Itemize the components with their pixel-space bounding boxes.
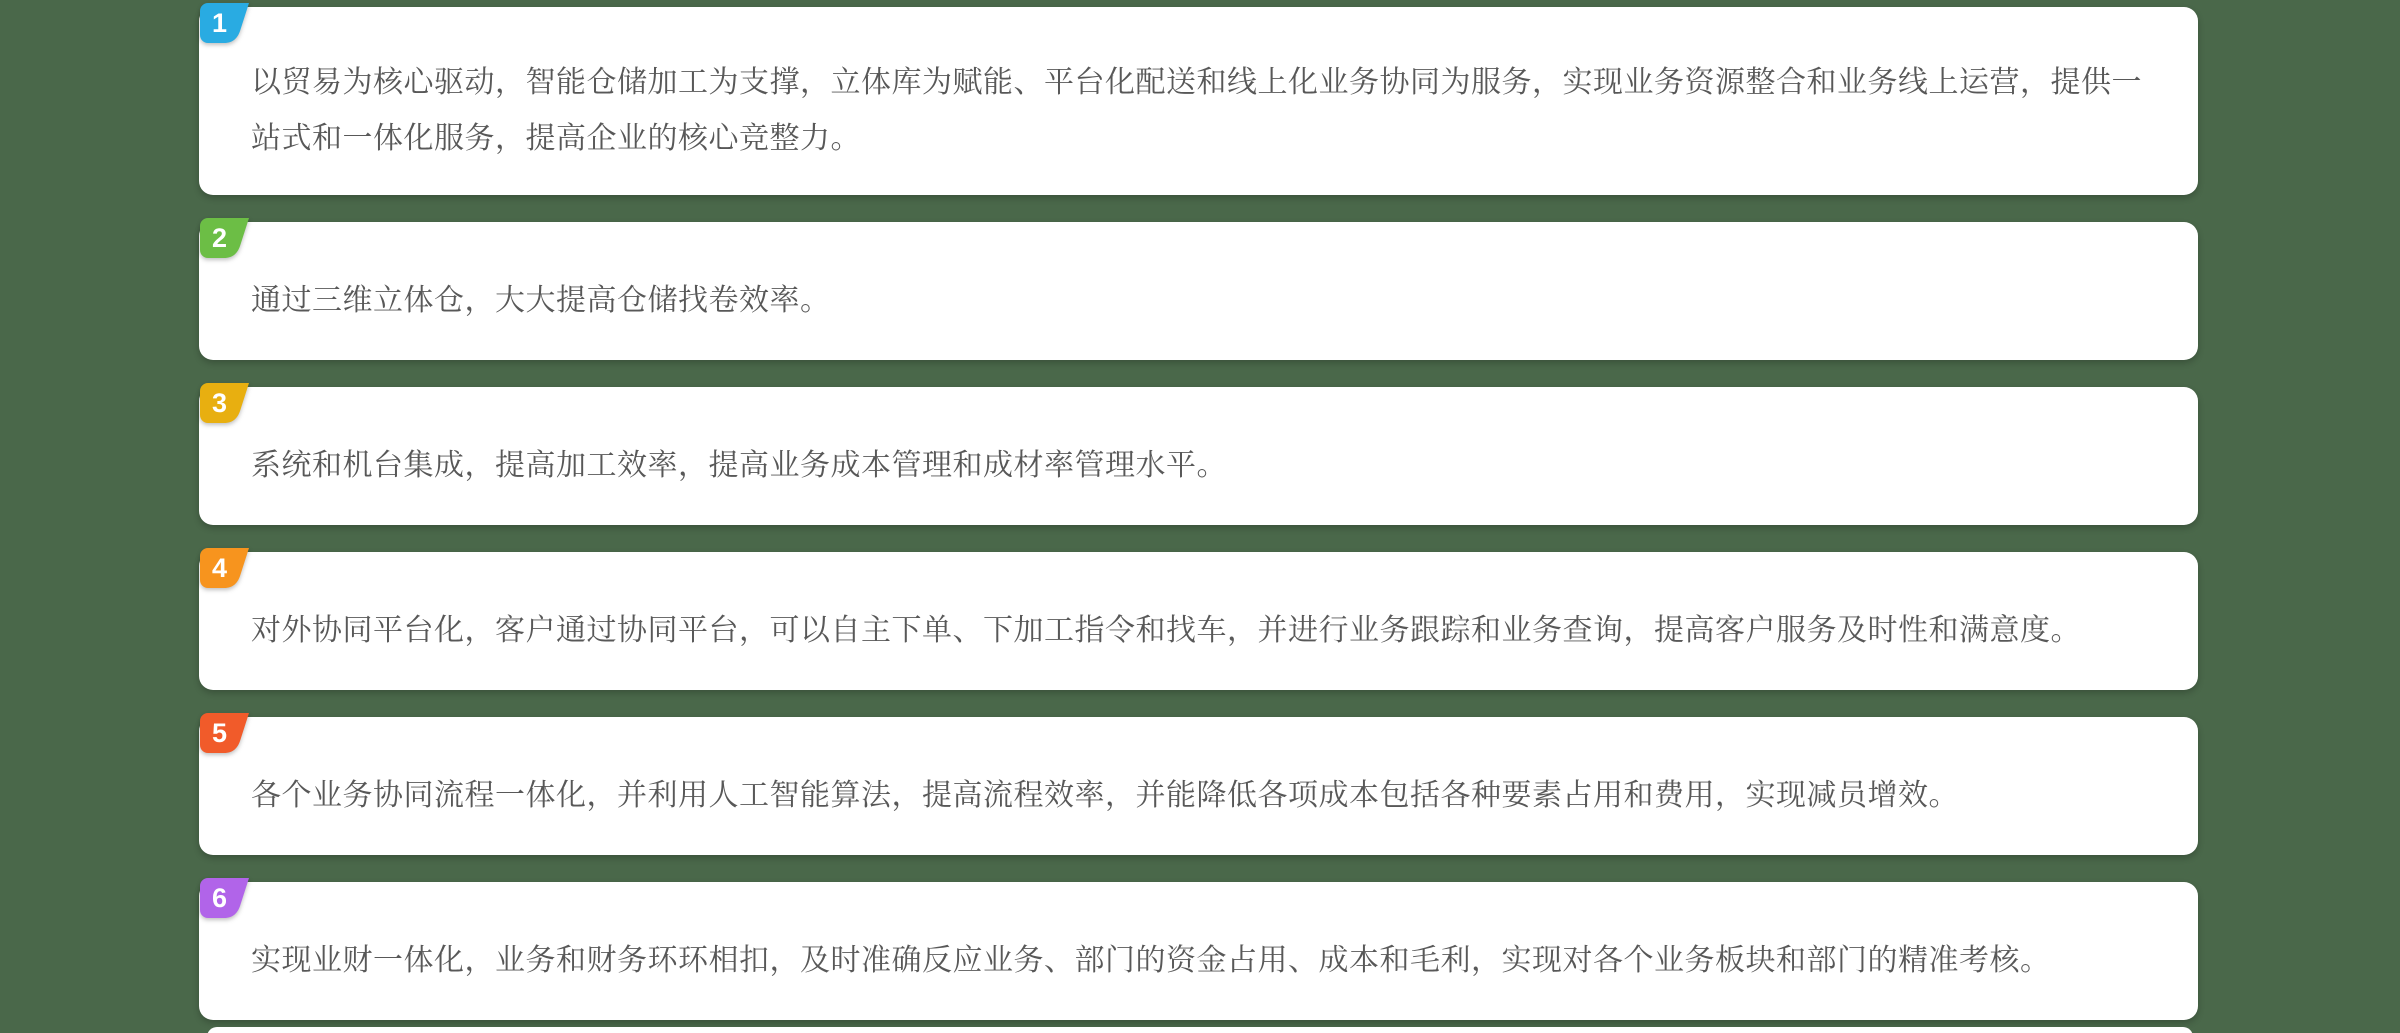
number-badge [200,3,249,43]
card-text: 系统和机台集成，提高加工效率，提高业务成本管理和成材率管理水平。 [251,449,1227,482]
number-badge [200,383,249,423]
benefit-card [199,717,2198,855]
badge-number: 5 [211,718,228,748]
benefit-card [199,7,2198,195]
card-text: 以贸易为核心驱动，智能仓储加工为支撑，立体库为赋能、平台化配送和线上化业务协同为服务，实现业务资源整合和业务线上运营，提供一站式和一体化服务，提高企业的核心竞整力。 [251,66,2142,155]
badge-number: 4 [211,553,228,583]
badge-number: 2 [211,223,228,253]
number-badge [200,713,249,753]
number-badge [200,548,249,588]
badge-number: 6 [211,883,228,913]
number-badge [200,878,249,918]
card-text: 对外协同平台化，客户通过协同平台，可以自主下单、下加工指令和找车，并进行业务跟踪和业务查询，提高客户服务及时性和满意度。 [251,614,2081,647]
numbered-benefit-list [199,7,2198,1020]
number-badge [200,218,249,258]
card-text: 通过三维立体仓，大大提高仓储找卷效率。 [251,284,831,317]
benefit-card [199,552,2198,690]
card-text: 实现业财一体化，业务和财务环环相扣，及时准确反应业务、部门的资金占用、成本和毛利，实现对各个业务板块和部门的精准考核。 [251,944,2051,977]
benefit-card [199,387,2198,525]
badge-number: 3 [211,388,228,418]
card-text: 各个业务协同流程一体化，并利用人工智能算法，提高流程效率，并能降低各项成本包括各种要素占用和费用，实现减员增效。 [251,779,1959,812]
benefit-card [199,222,2198,360]
badge-number: 1 [211,8,228,38]
next-card-partial [207,1027,2193,1033]
benefit-card [199,882,2198,1020]
